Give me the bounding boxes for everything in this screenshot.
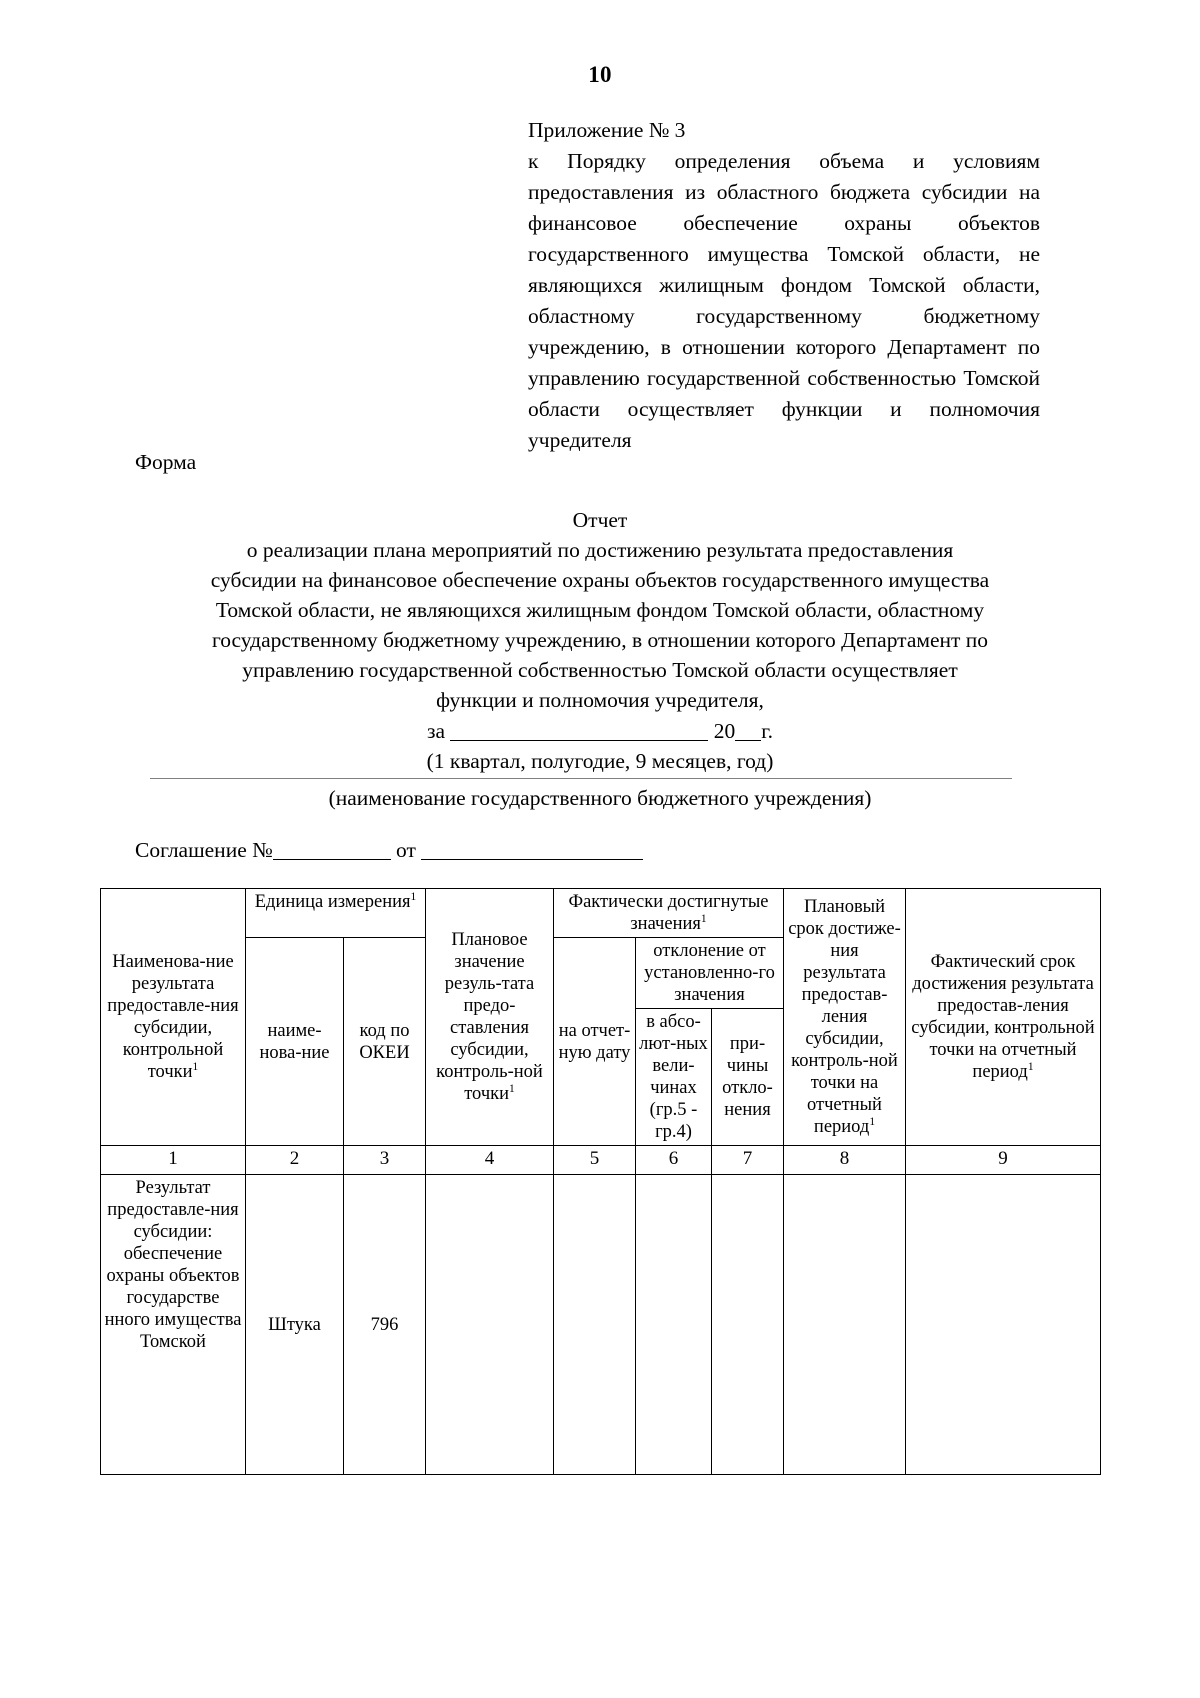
header-unit-group-text: Единица измерения — [254, 892, 411, 912]
page-number: 10 — [588, 62, 612, 87]
table-header-row-1 — [101, 889, 1101, 938]
header-result-name-text: Наименова-ние результата предоставле-ния субсидии, контрольной точки — [107, 952, 239, 1082]
header-deviation-group: отклонение от установленно-го значения — [636, 938, 784, 1009]
header-actual-term-text: Фактический срок достижения результата предостав-ления субсидии, контрольной точки на отчетный период — [911, 952, 1095, 1082]
institution-caption: (наименование государственного бюджетного учреждения) — [328, 786, 872, 810]
year-prefix: 20 — [708, 719, 736, 743]
agreement-from-label: от — [390, 838, 422, 862]
cell-deviation-reason[interactable] — [712, 1175, 784, 1475]
report-line-5: управлению государственной собственностью Томской области осуществляет — [242, 658, 958, 682]
report-line-3: Томской области, не являющихся жилищным фондом Томской области, областному — [215, 598, 985, 622]
header-actual-group-text: Фактически достигнутые значения — [568, 892, 769, 934]
report-line-4: государственному бюджетному учреждению, в отношении которого Департамент по — [211, 628, 989, 652]
table-number-row — [101, 1146, 1101, 1175]
cell-unit-code: 796 — [344, 1175, 426, 1475]
period-blank-field[interactable] — [450, 721, 708, 741]
institution-rule — [150, 778, 1012, 779]
za-prefix: за — [426, 719, 451, 743]
reporting-period-line — [100, 716, 1100, 746]
year-blank-field[interactable] — [735, 721, 761, 741]
year-suffix: г. — [761, 719, 774, 743]
agreement-date-field[interactable] — [421, 841, 643, 860]
header-planned-term-text: Плановый срок достиже-ния результата предостав-ления субсидии, контроль-ной точки на отчетный период — [788, 897, 901, 1137]
cell-result-name: Результат предоставле-ния субсидии: обеспечение охраны объектов государстве нного имущества Томской — [101, 1175, 246, 1475]
header-deviation-absolute: в абсо-лют-ных вели-чинах (гр.5 - гр.4) — [636, 1009, 712, 1146]
header-deviation-reason: при-чины откло-нения — [712, 1009, 784, 1146]
col-number-4: 4 — [426, 1146, 554, 1175]
appendix-body: к Порядку определения объема и условиям предоставления из областного бюджета субсидии на финансовое обеспечение охраны объектов государственного имущества Томской области, не являющихся жилищным фондом Томской области, областному государственному бюджетному учреждению, в отношении которого Департамент по управлению государственной собственностью Томской области осуществляет функции и полномочия учредителя — [528, 149, 1040, 452]
footnote-marker: 1 — [869, 1115, 876, 1128]
header-unit-group — [246, 889, 426, 938]
footnote-marker: 1 — [700, 912, 707, 925]
col-number-9: 9 — [906, 1146, 1101, 1175]
header-unit-code: код по ОКЕИ — [344, 938, 426, 1146]
col-number-5: 5 — [554, 1146, 636, 1175]
report-line-6: функции и полномочия учредителя, — [436, 688, 764, 712]
footnote-marker: 1 — [1027, 1060, 1034, 1073]
footnote-marker: 1 — [509, 1082, 515, 1095]
footnote-marker: 1 — [410, 890, 417, 903]
appendix-title: Приложение № 3 — [528, 118, 686, 142]
agreement-number-field[interactable] — [273, 841, 391, 860]
cell-on-report-date[interactable] — [554, 1175, 636, 1475]
col-number-3: 3 — [344, 1146, 426, 1175]
header-on-report-date: на отчет-ную дату — [554, 938, 636, 1146]
col-number-8: 8 — [784, 1146, 906, 1175]
cell-planned-term[interactable] — [784, 1175, 906, 1475]
header-planned-value-text: Плановое значение резуль-тата предо-ставления субсидии, контроль-ной точки — [436, 930, 543, 1104]
header-planned-value — [426, 889, 554, 1146]
report-title-block — [100, 505, 1100, 776]
period-hint: (1 квартал, полугодие, 9 месяцев, год) — [426, 749, 774, 773]
header-actual-group — [554, 889, 784, 938]
col-number-6: 6 — [636, 1146, 712, 1175]
header-planned-term — [784, 889, 906, 1146]
header-actual-term — [906, 889, 1101, 1146]
cell-actual-term[interactable] — [906, 1175, 1101, 1475]
cell-deviation-absolute[interactable] — [636, 1175, 712, 1475]
cell-planned-value[interactable] — [426, 1175, 554, 1475]
col-number-2: 2 — [246, 1146, 344, 1175]
report-line-2: субсидии на финансовое обеспечение охраны объектов государственного имущества — [210, 568, 990, 592]
appendix-block — [528, 115, 1040, 456]
agreement-line — [135, 838, 643, 863]
report-table — [100, 888, 1101, 1475]
footnote-marker: 1 — [192, 1060, 199, 1073]
report-heading: Отчет — [572, 508, 628, 532]
col-number-1: 1 — [101, 1146, 246, 1175]
form-label: Форма — [135, 450, 197, 474]
header-unit-name: наиме-нова-ние — [246, 938, 344, 1146]
report-line-1: о реализации плана мероприятий по достижению результата предоставления — [246, 538, 954, 562]
table-row — [101, 1175, 1101, 1475]
header-result-name — [101, 889, 246, 1146]
agreement-label: Соглашение № — [135, 838, 273, 862]
col-number-7: 7 — [712, 1146, 784, 1175]
cell-unit-name: Штука — [246, 1175, 344, 1475]
